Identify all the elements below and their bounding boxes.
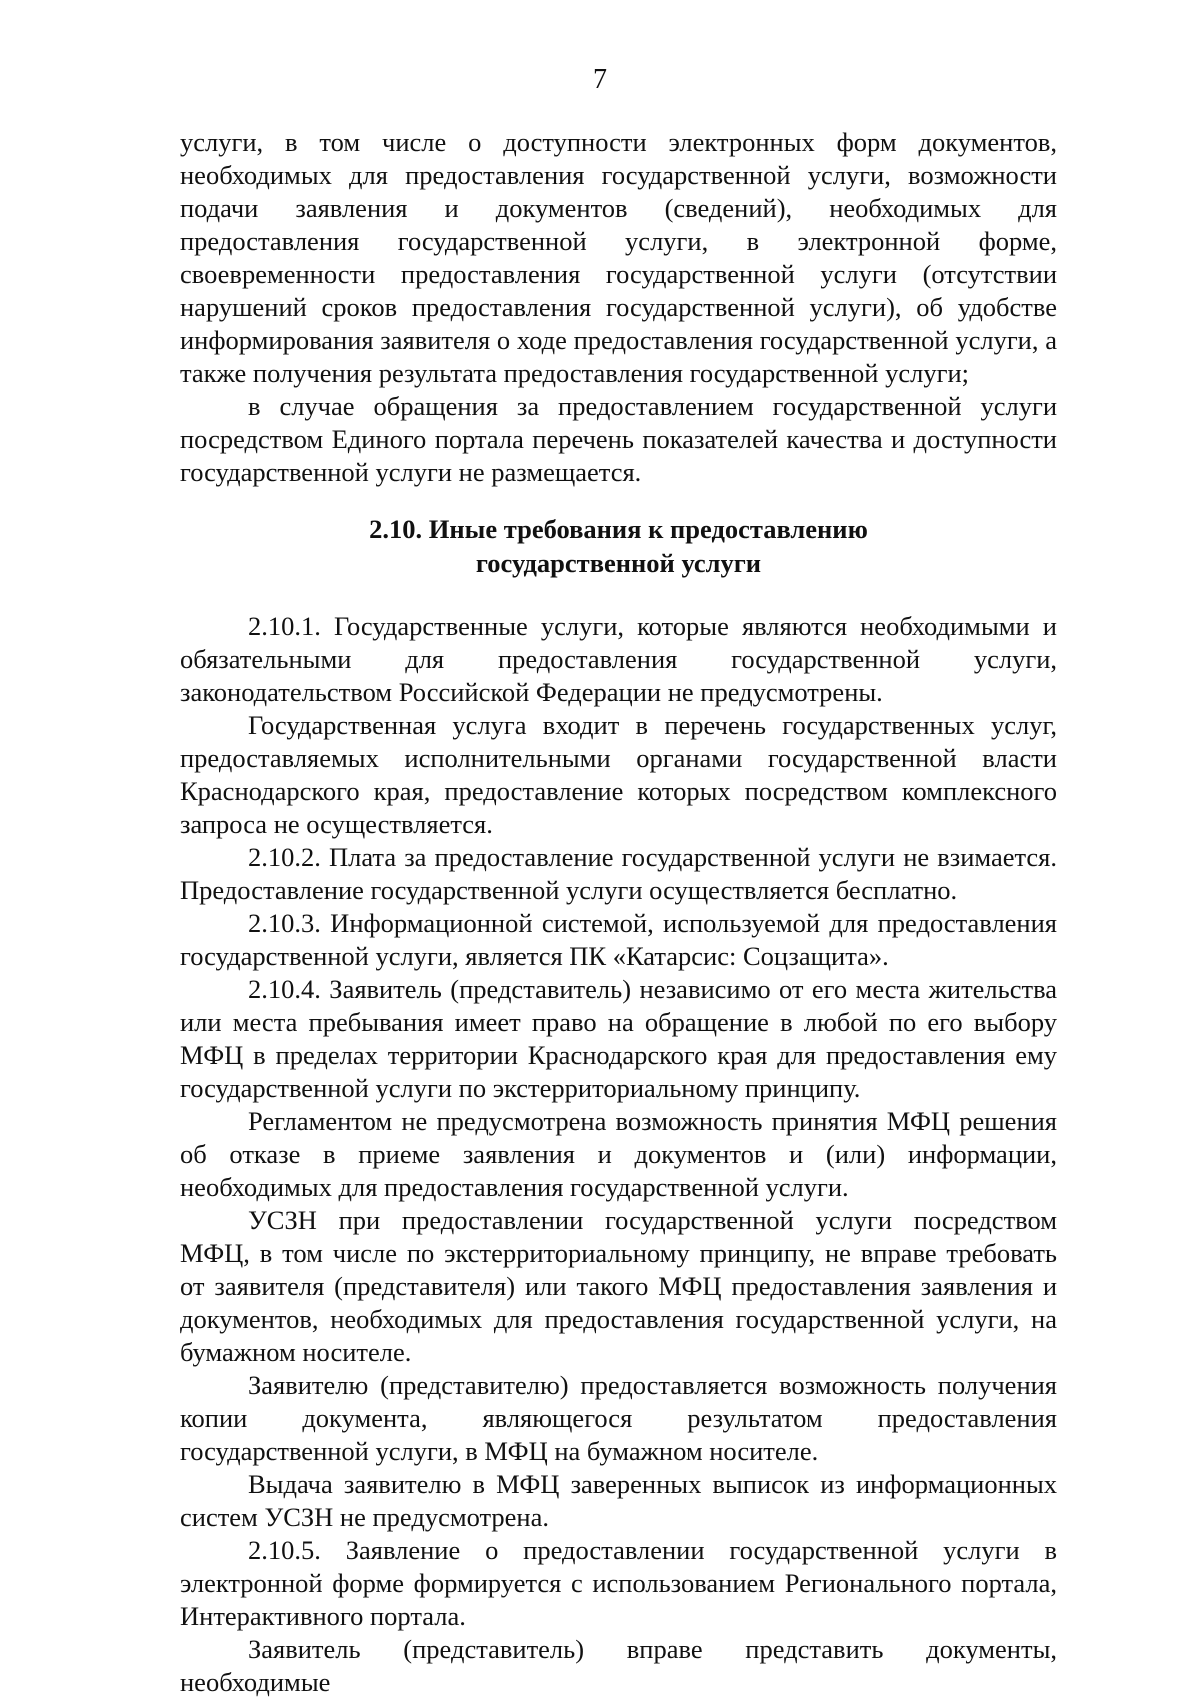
paragraph-continuation: услуги, в том числе о доступности электронных форм документов, необходимых для предоставления государственной услуги, возможности подачи заявления и документов (сведений), необходимых для предоставления государственной услуги, в электронной форме, своевременности предоставления государственной услуги (отсутствии нарушений сроков предоставления государственной услуги), об удобстве информирования заявителя о ходе предоставления государственной услуги, а также получения результата предоставления государственной услуги;	[180, 127, 1057, 388]
paragraph-documents-submission: Заявитель (представитель) вправе представить документы, необходимые	[180, 1634, 1057, 1697]
section-heading-line-2: государственной услуги	[475, 548, 762, 578]
paragraph-unified-portal: в случае обращения за предоставлением государственной услуги посредством Единого портала перечень показателей качества и доступности государственной услуги не размещается.	[180, 391, 1057, 487]
section-heading	[180, 512, 1057, 580]
paragraph-extracts: Выдача заявителю в МФЦ заверенных выписок из информационных систем УСЗН не предусмотрена.	[180, 1469, 1057, 1532]
paragraph-copy-receipt: Заявителю (представителю) предоставляется возможность получения копии документа, являющегося результатом предоставления государственной услуги, в МФЦ на бумажном носителе.	[180, 1370, 1057, 1466]
paragraph-2-10-5: 2.10.5. Заявление о предоставлении государственной услуги в электронной форме формируется с использованием Регионального портала, Интерактивного портала.	[180, 1535, 1057, 1631]
page-number: 7	[593, 64, 607, 95]
paragraph-2-10-4: 2.10.4. Заявитель (представитель) независимо от его места жительства или места пребывания имеет право на обращение в любой по его выбору МФЦ в пределах территории Краснодарского края для предоставления ему государственной услуги по экстерриториальному принципу.	[180, 974, 1057, 1103]
paragraph-complex-request: Государственная услуга входит в перечень государственных услуг, предоставляемых исполнительными органами государственной власти Краснодарского края, предоставление которых посредством комплексного запроса не осуществляется.	[180, 710, 1057, 839]
page-body	[180, 126, 1057, 1699]
paragraph-uszn-requirements: УСЗН при предоставлении государственной услуги посредством МФЦ, в том числе по экстерриториальному принципу, не вправе требовать от заявителя (представителя) или такого МФЦ предоставления заявления и документов, необходимых для предоставления государственной услуги, на бумажном носителе.	[180, 1205, 1057, 1367]
paragraph-2-10-2: 2.10.2. Плата за предоставление государственной услуги не взимается. Предоставление государственной услуги осуществляется бесплатно.	[180, 842, 1057, 905]
paragraph-mfc-refusal: Регламентом не предусмотрена возможность принятия МФЦ решения об отказе в приеме заявления и документов и (или) информации, необходимых для предоставления государственной услуги.	[180, 1106, 1057, 1202]
paragraph-2-10-1: 2.10.1. Государственные услуги, которые являются необходимыми и обязательными для предоставления государственной услуги, законодательством Российской Федерации не предусмотрены.	[180, 611, 1057, 707]
section-heading-line-1: 2.10. Иные требования к предоставлению	[369, 514, 868, 544]
paragraph-2-10-3: 2.10.3. Информационной системой, используемой для предоставления государственной услуги, является ПК «Катарсис: Соцзащита».	[180, 908, 1057, 971]
